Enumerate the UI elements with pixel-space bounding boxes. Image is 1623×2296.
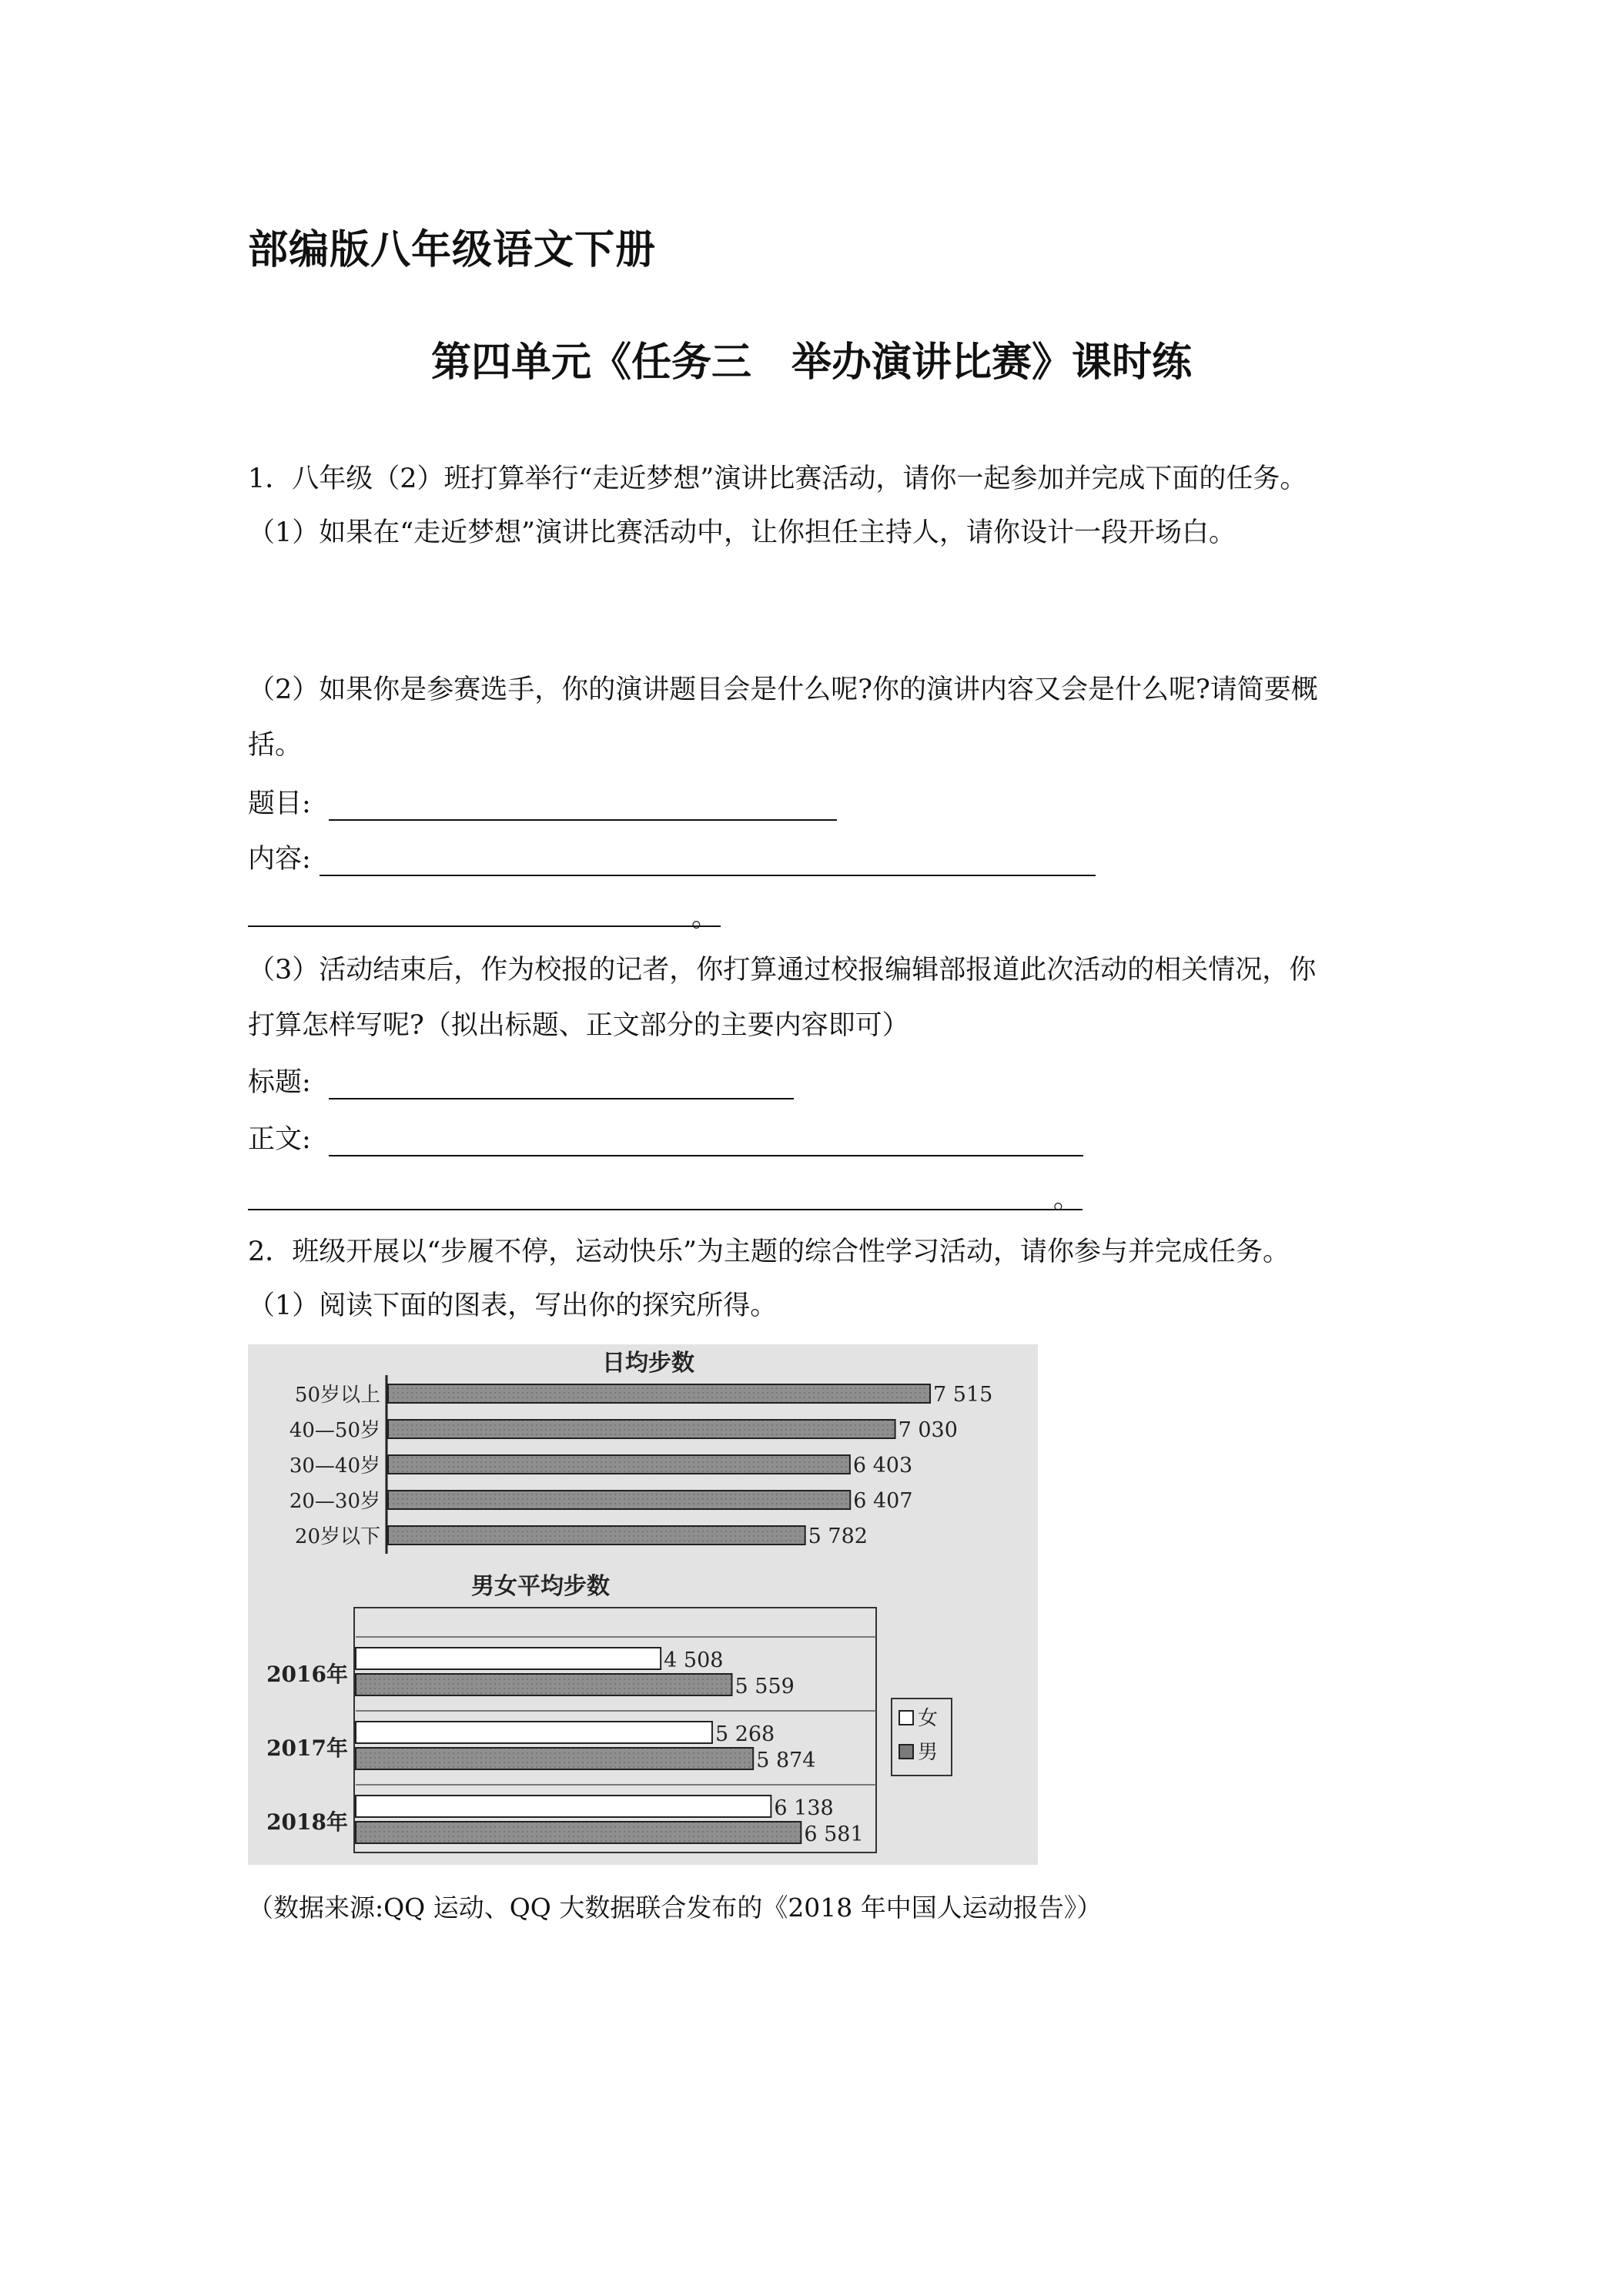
chart2-value-label: 4 508	[664, 1648, 724, 1672]
chart2-value-label: 5 268	[714, 1722, 775, 1746]
data-source-note: （数据来源:QQ 运动、QQ 大数据联合发布的《2018 年中国人运动报告》）	[248, 1893, 1103, 1923]
book-title: 部编版八年级语文下册	[248, 227, 657, 273]
chart2-category-label: 2018年	[266, 1809, 348, 1835]
q1-part2-line1: （2）如果你是参赛选手，你的演讲题目会是什么呢?你的演讲内容又会是什么呢?请简要概	[248, 674, 1318, 705]
chart1-value-label: 7 030	[898, 1418, 958, 1442]
q1-part2-line2: 括。	[248, 730, 303, 761]
chart2-category-label: 2016年	[266, 1662, 348, 1687]
chart1-category-label: 40—50岁	[289, 1419, 380, 1442]
chart2-value-label: 6 138	[774, 1796, 834, 1820]
chart2-legend-label: 男	[918, 1741, 939, 1764]
chart1-value-label: 5 782	[808, 1525, 868, 1548]
chart1-category-label: 20岁以下	[294, 1525, 380, 1548]
chart2-legend-label: 女	[918, 1707, 939, 1730]
step-charts-figure	[248, 1344, 1038, 1865]
chart1-bar	[388, 1526, 805, 1545]
topic-row	[248, 787, 837, 821]
chart1-value-label: 7 515	[933, 1383, 993, 1407]
headline-answer-blank[interactable]	[329, 1070, 794, 1099]
chart1-category-label: 30—40岁	[289, 1454, 380, 1478]
q2-part1: （1）阅读下面的图表，写出你的探究所得。	[248, 1290, 778, 1321]
chart2-bar-male	[356, 1674, 732, 1695]
body-label: 正文:	[248, 1124, 311, 1155]
chart1-value-label: 6 407	[853, 1489, 913, 1513]
body-answer-blank-1[interactable]	[329, 1127, 1083, 1156]
headline-row	[248, 1066, 794, 1099]
lesson-title: 第四单元《任务三 举办演讲比赛》课时练	[430, 340, 1192, 386]
chart2-legend-swatch-female	[899, 1711, 913, 1725]
q2-intro: 2．班级开展以“步履不停，运动快乐”为主题的综合性学习活动，请你参与并完成任务。	[248, 1237, 1290, 1267]
chart2-value-label: 6 581	[804, 1822, 864, 1846]
chart1-bar	[388, 1455, 850, 1474]
chart2-bar-female	[356, 1796, 771, 1817]
chart1-title: 日均步数	[602, 1350, 694, 1377]
chart1-category-label: 50岁以上	[294, 1384, 380, 1407]
chart1-bar	[388, 1384, 930, 1403]
chart1-category-label: 20—30岁	[289, 1490, 380, 1513]
q1-part3-line2: 打算怎样写呢?（拟出标题、正文部分的主要内容即可）	[248, 1010, 909, 1041]
chart1-bar	[388, 1420, 895, 1438]
q1-intro: 1．八年级（2）班打算举行“走近梦想”演讲比赛活动，请你一起参加并完成下面的任务。	[248, 464, 1307, 494]
headline-label: 标题:	[248, 1067, 311, 1098]
content-label: 内容:	[248, 844, 311, 875]
q1-part1: （1）如果在“走近梦想”演讲比赛活动中，让你担任主持人，请你设计一段开场白。	[248, 517, 1236, 548]
chart2-value-label: 5 559	[735, 1675, 795, 1699]
content-period: 。	[691, 902, 719, 933]
step-charts-svg	[248, 1344, 1038, 1865]
body-answer-blank-2[interactable]	[248, 1209, 1083, 1210]
topic-answer-blank[interactable]	[329, 792, 837, 821]
topic-label: 题目:	[248, 788, 311, 819]
body-row	[248, 1123, 1083, 1156]
chart2-category-label: 2017年	[266, 1735, 348, 1761]
body-period: 。	[1053, 1184, 1081, 1215]
chart2-value-label: 5 874	[756, 1749, 816, 1772]
content-answer-blank-2[interactable]	[248, 925, 721, 927]
chart2-bar-male	[356, 1822, 801, 1843]
chart2-bar-male	[356, 1748, 753, 1769]
content-row	[248, 842, 1096, 876]
chart2-bar-female	[356, 1648, 661, 1669]
content-answer-blank-1[interactable]	[320, 847, 1096, 876]
chart2-title: 男女平均步数	[471, 1573, 610, 1600]
chart2-legend-swatch-male	[899, 1745, 913, 1759]
chart2-bar-female	[356, 1722, 712, 1743]
q1-part3-line1: （3）活动结束后，作为校报的记者，你打算通过校报编辑部报道此次活动的相关情况，你	[248, 955, 1317, 986]
chart1-value-label: 6 403	[852, 1454, 913, 1478]
chart1-bar	[388, 1491, 850, 1509]
